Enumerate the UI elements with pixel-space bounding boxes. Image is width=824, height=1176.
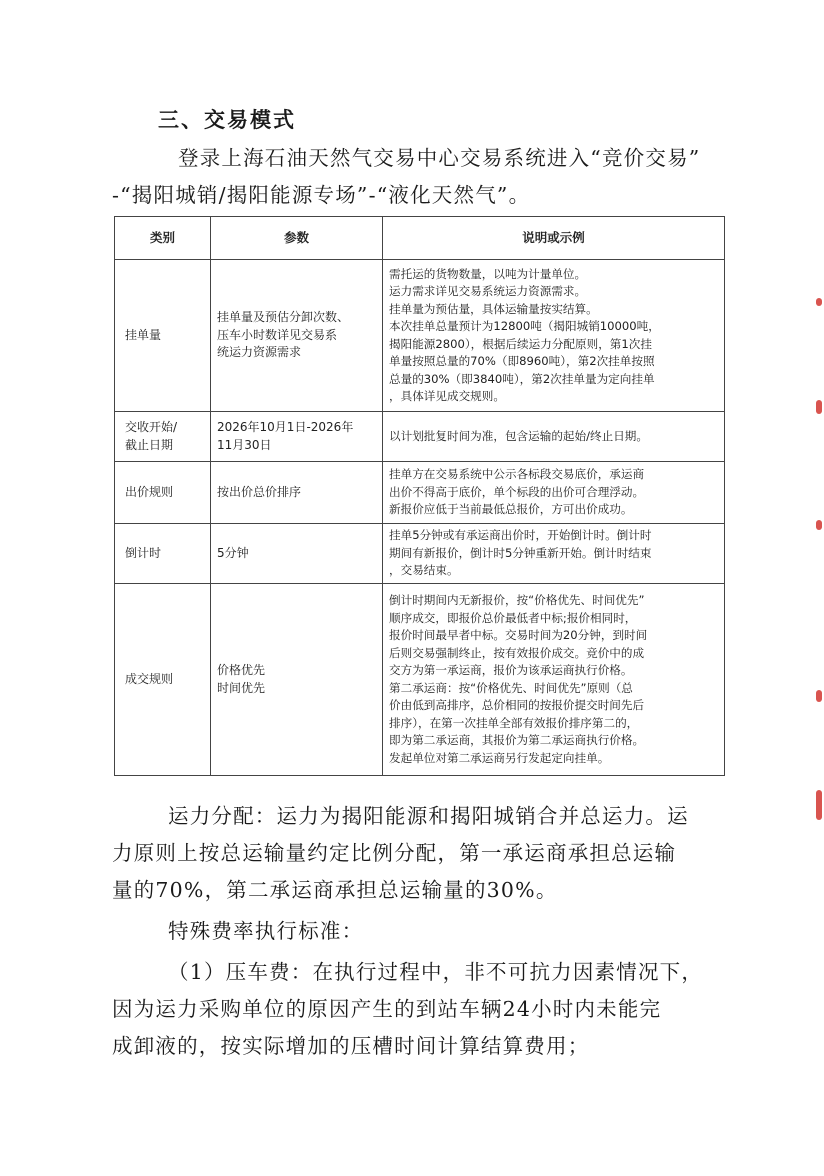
seal-edge-mark [816, 298, 822, 306]
desc-line: 价由低到高排序，总价相同的按报价提交时间先后 [389, 698, 645, 712]
row-parameter [211, 412, 383, 462]
row-parameter [211, 584, 383, 776]
seal-edge-mark [816, 520, 822, 530]
header-parameter: 参数 [211, 217, 383, 260]
param-line: 11月30日 [217, 437, 272, 452]
desc-line: ，具体详见成交规则。 [389, 389, 505, 403]
desc-line: 期间有新报价，倒计时5分钟重新开始。倒计时结束 [389, 545, 652, 560]
body-paragraphs [112, 798, 724, 1065]
row-category [115, 412, 211, 462]
seal-edge-mark [816, 400, 822, 414]
row-description [383, 412, 725, 462]
table-row [115, 524, 725, 584]
desc-line: 顺序成交，即报价总价最低者中标;报价相同时， [389, 610, 637, 625]
table-row [115, 584, 725, 776]
intro-line: -“揭阳城销/揭阳能源专场”-“液化天然气”。 [112, 183, 531, 207]
param-line: 挂单量及预估分卸次数、 [217, 310, 350, 325]
desc-line: 挂单方在交易系统中公示各标段交易底价，承运商 [389, 467, 645, 482]
param-line: 价格优先 [217, 663, 266, 677]
desc-line: 运力需求详见交易系统运力资源需求。 [389, 284, 587, 298]
row-description [383, 584, 725, 776]
param-line: 按出价总价排序 [217, 484, 302, 499]
table-row [115, 260, 725, 412]
table-row [115, 462, 725, 524]
desc-line: 出价不得高于底价，单个标段的出价可合理浮动。 [389, 484, 645, 499]
row-category: 挂单量 [115, 260, 211, 412]
desc-line: 交方为第一承运商，报价为该承运商执行价格。 [389, 663, 633, 677]
desc-line: 排序），在第一次挂单全部有效报价排序第二的， [389, 715, 639, 730]
intro-line: 登录上海石油天然气交易中心交易系统进入“竞价交易” [178, 146, 701, 170]
row-description [383, 524, 725, 584]
row-category: 成交规则 [115, 584, 211, 776]
desc-line: 需托运的货物数量，以吨为计量单位。 [389, 266, 587, 281]
body-line: （1）压车费：在执行过程中，非不可抗力因素情况下， [168, 960, 704, 984]
param-line: 时间优先 [217, 680, 266, 695]
row-description [383, 260, 725, 412]
desc-line: 挂单5分钟或有承运商出价时，开始倒计时。倒计时 [389, 528, 652, 543]
seal-edge-mark [816, 790, 822, 820]
row-parameter [211, 260, 383, 412]
row-parameter [211, 524, 383, 584]
desc-line: 第二承运商：按“价格优先、时间优先”原则（总 [389, 680, 633, 695]
section-heading: 三、交易模式 [158, 107, 296, 132]
desc-line: 本次挂单总量预计为12800吨（揭阳城销10000吨， [389, 319, 660, 333]
table-header-row [115, 217, 725, 260]
row-parameter [211, 462, 383, 524]
desc-line: 单量按照总量的70%（即8960吨），第2次挂单按照 [389, 354, 655, 368]
desc-line: 发起单位对第二承运商另行发起定向挂单。 [389, 750, 610, 765]
body-line: 特殊费率执行标准： [168, 919, 364, 943]
header-description: 说明或示例 [383, 217, 725, 260]
param-line: 统运力资源需求 [217, 345, 302, 360]
desc-line: 揭阳能源2800），根据后续运力分配原则，第1次挂 [389, 336, 652, 351]
category-line: 交收开始/ [125, 420, 178, 434]
category-line: 截止日期 [125, 437, 174, 452]
body-line: 运力分配：运力为揭阳能源和揭阳城销合并总运力。运 [168, 804, 689, 828]
row-description [383, 462, 725, 524]
param-line: 2026年10月1日-2026年 [217, 420, 354, 434]
body-line: 成卸液的，按实际增加的压槽时间计算结算费用； [112, 1034, 590, 1058]
parameters-table [114, 216, 725, 776]
body-line: 因为运力采购单位的原因产生的到站车辆24小时内未能完 [112, 997, 662, 1021]
param-line: 5分钟 [217, 545, 249, 560]
seal-edge-mark [816, 690, 822, 702]
row-category: 出价规则 [115, 462, 211, 524]
param-line: 压车小时数详见交易系 [217, 327, 338, 342]
body-line: 力原则上按总运输量约定比例分配，第一承运商承担总运输 [112, 841, 677, 865]
header-category: 类别 [115, 217, 211, 260]
desc-line: ，交易结束。 [389, 563, 459, 578]
desc-line: 即为第二承运商，其报价为第二承运商执行价格。 [389, 733, 645, 747]
desc-line: 总量的30%（即3840吨），第2次挂单量为定向挂单 [389, 371, 655, 386]
desc-line: 报价时间最早者中标。交易时间为20分钟，到时间 [389, 628, 648, 642]
intro-paragraph [112, 140, 724, 214]
desc-line: 以计划批复时间为准，包含运输的起始/终止日期。 [389, 428, 648, 443]
table-row [115, 412, 725, 462]
body-line: 量的70%，第二承运商承担总运输量的30%。 [112, 878, 558, 902]
desc-line: 后则交易强制终止，按有效报价成交。竞价中的成 [389, 645, 645, 660]
desc-line: 新报价应低于当前最低总报价，方可出价成功。 [389, 502, 633, 517]
desc-line: 挂单量为预估量，具体运输量按实结算。 [389, 301, 598, 316]
desc-line: 倒计时期间内无新报价，按“价格优先、时间优先” [389, 593, 645, 607]
row-category: 倒计时 [115, 524, 211, 584]
